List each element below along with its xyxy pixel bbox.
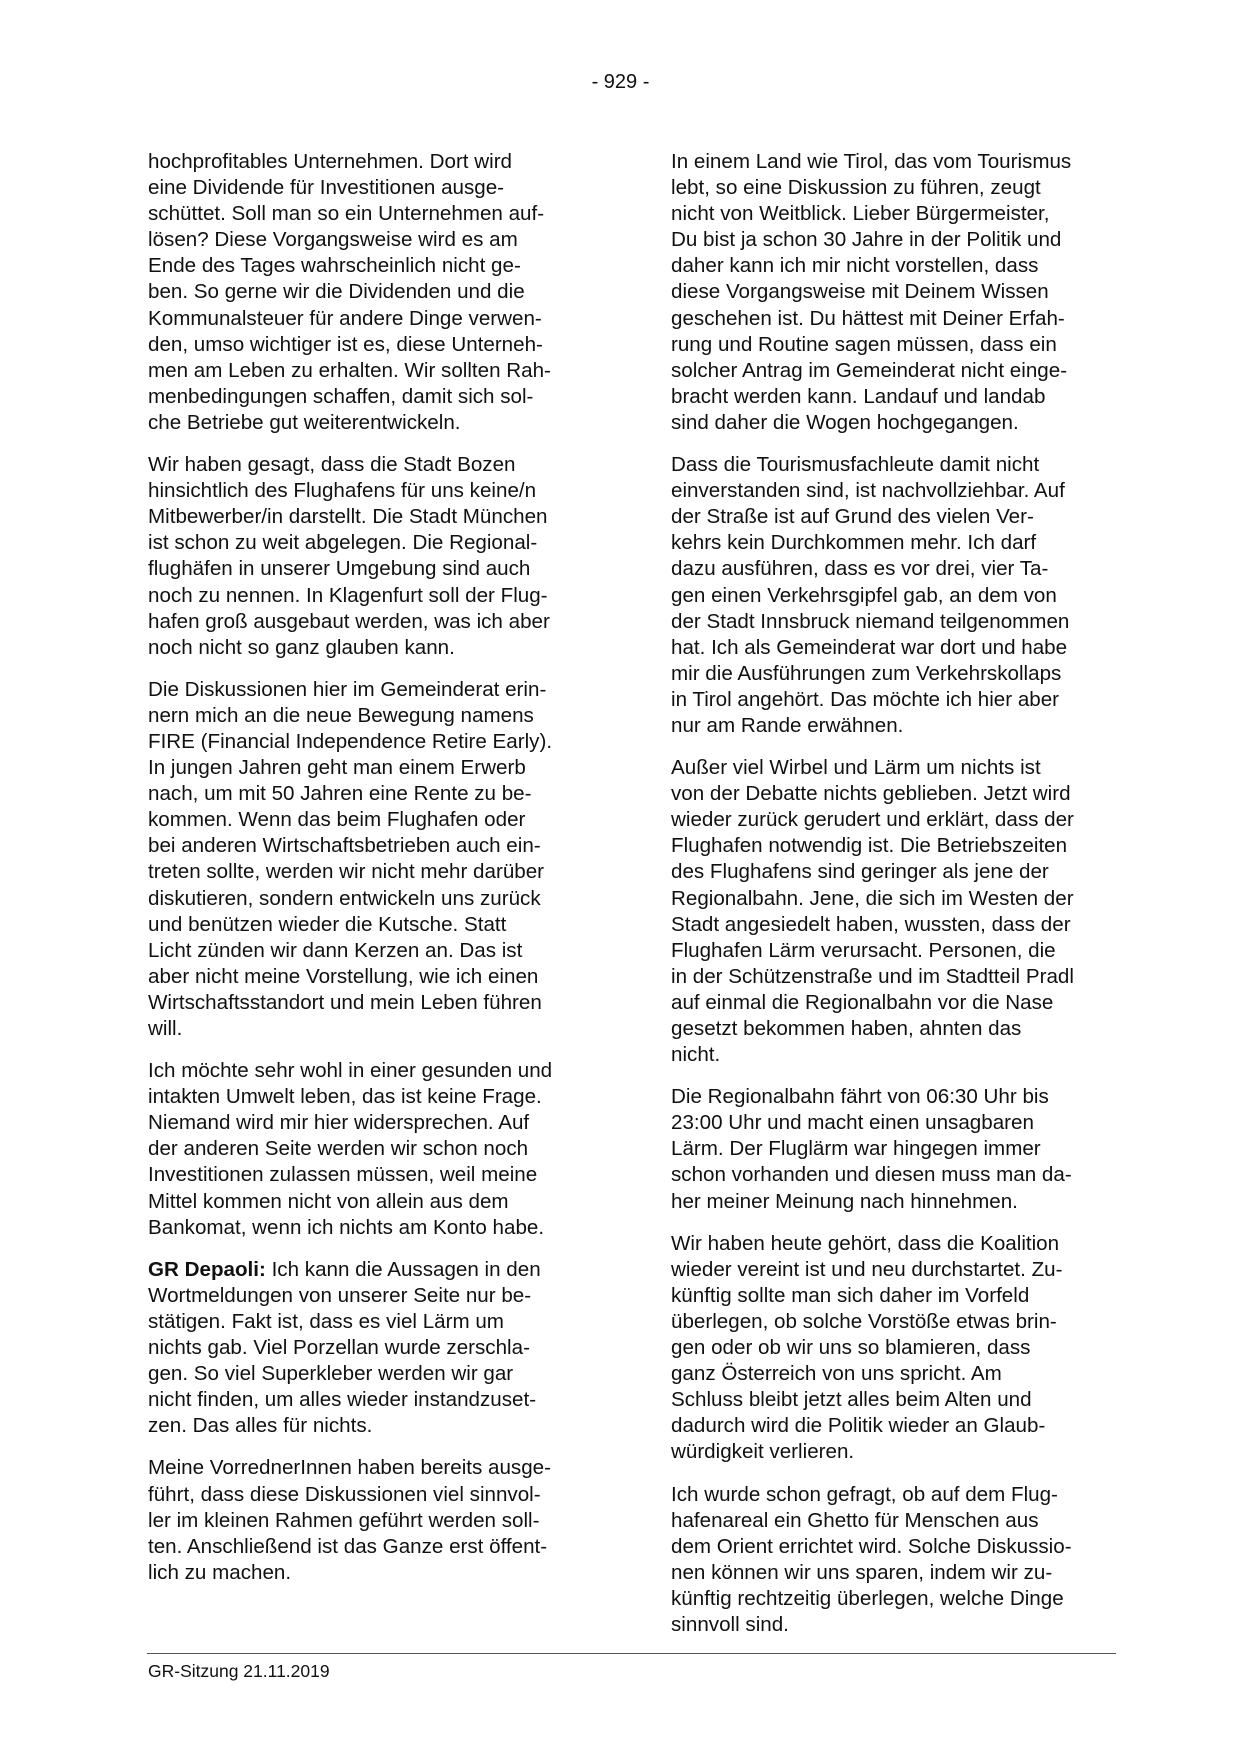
page-number: - 929 - (591, 71, 650, 93)
right-column (671, 149, 1123, 1654)
paragraph: Ich möchte sehr wohl in einer gesunden und intakten Umwelt leben, das ist keine Frage. Niemand wird mir hier widersprechen. Auf der anderen Seite werden wir schon noch Investitionen zulassen müssen, weil meine Mittel kommen nicht von allein aus dem Bankomat, wenn ich nichts am Konto habe. (148, 1059, 553, 1239)
paragraph: Die Diskussionen hier im Gemeinderat erin- nern mich an die neue Bewegung namens FIRE (Financial Independence Retire Early). In jungen Jahren geht man einem Erwerb nach, um mit 50 Jahren eine Rente zu be- kommen. Wenn das beim Flughafen oder bei anderen Wirtschaftsbetrieben auch ein- treten sollte, werden wir nicht mehr darüber diskutieren, sondern entwickeln uns zurück und benützen wieder die Kutsche. Statt Licht zünden wir dann Kerzen an. Das ist aber nicht meine Vorstellung, wie ich einen Wirtschaftsstandort und mein Leben führen will. (148, 677, 553, 1040)
left-column (148, 149, 600, 1602)
paragraph: hochprofitables Unternehmen. Dort wird eine Dividende für Investitionen ausge- schüttet. Soll man so ein Unternehmen auf- lösen? Diese Vorgangsweise wird es am Ende des Tages wahrscheinlich nicht ge- ben. So gerne wir die Dividenden und die Kommunalsteuer für andere Dinge verwen- den, umso wichtiger ist es, diese Unterneh- men am Leben zu erhalten. Wir sollten Rah- menbedingungen schaffen, damit sich sol- che Betriebe gut weiterentwickeln. (148, 150, 551, 434)
paragraph: Wir haben gesagt, dass die Stadt Bozen hinsichtlich des Flughafens für uns keine/n Mitbewerber/in darstellt. Die Stadt München ist schon zu weit abgelegen. Die Regional- flughäfen in unserer Umgebung sind auch noch zu nennen. In Klagenfurt soll der Flug- hafen groß ausgebaut werden, was ich aber noch nicht so ganz glauben kann. (148, 453, 550, 659)
paragraph: Ich wurde schon gefragt, ob auf dem Flug- hafenareal ein Ghetto für Menschen aus dem Orient errichtet wird. Solche Diskussio- nen können wir uns sparen, indem wir zu- künftig rechtzeitig überlegen, welche Dinge sinnvoll sind. (671, 1482, 1072, 1636)
paragraph-speaker-depaoli (148, 1257, 600, 1440)
paragraph: Dass die Tourismusfachleute damit nicht einverstanden sind, ist nachvollziehbar. Auf der Straße ist auf Grund des vielen Ver- kehrs kein Durchkommen mehr. Ich darf dazu ausführen, dass es vor drei, vier Ta- gen einen Verkehrsgipfel gab, an dem von der Stadt Innsbruck niemand teilgenommen hat. Ich als Gemeinderat war dort und habe mir die Ausführungen zum Verkehrskollaps in Tirol angehört. Das möchte ich hier aber nur am Rande erwähnen. (671, 453, 1070, 737)
footer-session-date: GR-Sitzung 21.11.2019 (148, 1661, 330, 1681)
paragraph: Wir haben heute gehört, dass die Koalition wieder vereint ist und neu durchstartet. Zu- künftig sollte man sich daher im Vorfeld überlegen, ob solche Vorstöße etwas brin- gen oder ob wir uns so blamieren, dass ganz Österreich von uns spricht. Am Schluss bleibt jetzt alles beim Alten und dadurch wird die Politik wieder an Glaub- würdigkeit verlieren. (671, 1231, 1063, 1464)
paragraph: Die Regionalbahn fährt von 06:30 Uhr bis 23:00 Uhr und macht einen unsagbaren Lärm. Der Fluglärm war hingegen immer schon vorhanden und diesen muss man da- her meiner Meinung nach hinnehmen. (671, 1085, 1072, 1213)
paragraph: Meine VorrednerInnen haben bereits ausge- führt, dass diese Diskussionen viel sinnvol- ler im kleinen Rahmen geführt werden soll- ten. Anschließend ist das Ganze erst öffent- lich zu machen. (148, 1456, 551, 1584)
paragraph: In einem Land wie Tirol, das vom Tourismus lebt, so eine Diskussion zu führen, zeugt nicht von Weitblick. Lieber Bürgermeister, Du bist ja schon 30 Jahre in der Politik und daher kann ich mir nicht vorstellen, dass diese Vorgangsweise mit Deinem Wissen geschehen ist. Du hättest mit Deiner Erfah- rung und Routine sagen müssen, dass ein solcher Antrag im Gemeinderat nicht einge- bracht werden kann. Landauf und landab sind daher die Wogen hochgegangen. (671, 150, 1072, 434)
speaker-text: Ich kann die Aussagen in den Wortmeldungen von unserer Seite nur be- stätigen. Fakt ist, dass es viel Lärm um nichts gab. Viel Porzellan wurde zerschla- gen. So viel Superkleber werden wir gar nicht finden, um alles wieder instandzuset- zen. Das alles für nichts. (148, 1257, 541, 1438)
paragraph: Außer viel Wirbel und Lärm um nichts ist von der Debatte nichts geblieben. Jetzt wird wieder zurück gerudert und erklärt, dass der Flughafen notwendig ist. Die Betriebszeiten des Flughafens sind geringer als jene der Regionalbahn. Jene, die sich im Westen der Stadt angesiedelt haben, wussten, dass der Flughafen Lärm verursacht. Personen, die in der Schützenstraße und im Stadtteil Pradl auf einmal die Regionalbahn vor die Nase gesetzt bekommen haben, ahnten das nicht. (671, 756, 1074, 1067)
footer-divider (147, 1653, 1116, 1654)
speaker-name: GR Depaoli: (148, 1257, 266, 1281)
